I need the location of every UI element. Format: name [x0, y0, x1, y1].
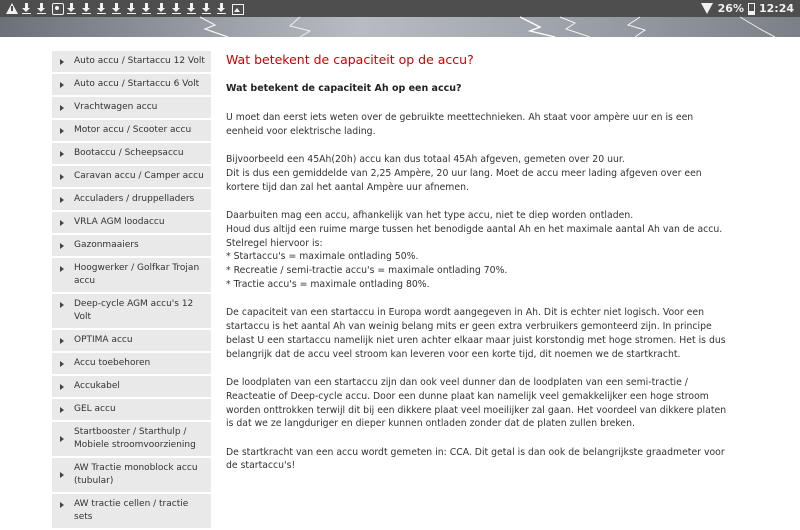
notification-icons: [5, 2, 245, 15]
download-icon: [110, 2, 125, 15]
download-icon: [125, 2, 140, 15]
download-icon: [215, 2, 230, 15]
download-icon: [35, 2, 50, 15]
battery-icon: [748, 3, 755, 15]
chevron-right-icon: [60, 82, 64, 88]
sidebar-item-optima[interactable]: OPTIMA accu: [52, 330, 211, 353]
article-subtitle: Wat betekent de capaciteit Ah op een accu?: [226, 83, 462, 94]
gallery-icon: [230, 2, 245, 15]
chevron-right-icon: [60, 243, 64, 249]
paragraph: De loodplaten van een startaccu zijn dan ook veel dunner dan de loodplaten van een semi-tractie / Reacteatie of Deep-cycle accu. Door een dunne plaat kan namelijk veel gemakkelijker een hoge stroom worden onttrokken terwijl dit bij een dikkere plaat veel moeilijker zal gaan. Het voordeel van dikkere platen is dat we ze langduriger en dieper kunnen ontladen zonder dat de platen zullen breken.: [226, 376, 727, 430]
sidebar-item-caravan-accu[interactable]: Caravan accu / Camper accu: [52, 166, 211, 189]
sidebar-item-vrachtwagen-accu[interactable]: Vrachtwagen accu: [52, 97, 211, 120]
chevron-right-icon: [60, 220, 64, 226]
sidebar-item-startbooster[interactable]: Startbooster / Starthulp / Mobiele stroomvoorziening: [52, 422, 211, 458]
status-bar: [0, 0, 800, 17]
lightning-banner-image: [0, 17, 800, 37]
paragraph: Bijvoorbeeld een 45Ah(20h) accu kan dus totaal 45Ah afgeven, gemeten over 20 uur. Dit is dus een gemiddelde van 2,25 Ampère, 20 uur lang. Moet de accu meer lading afgeven over een kortere tijd dan zal het aantal Ampère uur afnemen.: [226, 154, 702, 193]
download-icon: [140, 2, 155, 15]
download-icon: [80, 2, 95, 15]
sidebar-item-auto-accu-12v[interactable]: Auto accu / Startaccu 12 Volt: [52, 51, 211, 74]
chevron-right-icon: [60, 472, 64, 478]
chevron-right-icon: [60, 384, 64, 390]
sidebar-item-hoogwerker[interactable]: Hoogwerker / Golfkar Trojan accu: [52, 258, 211, 294]
sidebar-item-acculaders[interactable]: Acculaders / druppelladers: [52, 189, 211, 212]
download-icon: [200, 2, 215, 15]
sidebar-item-aw-tractie-cellen[interactable]: AW tractie cellen / tractie sets: [52, 494, 211, 530]
chevron-right-icon: [60, 502, 64, 508]
chevron-right-icon: [60, 197, 64, 203]
download-icon: [65, 2, 80, 15]
sidebar-item-accu-toebehoren[interactable]: Accu toebehoren: [52, 353, 211, 376]
clock: 12:24: [758, 2, 794, 15]
header-banner: [0, 17, 800, 37]
sidebar-item-bootaccu[interactable]: Bootaccu / Scheepsaccu: [52, 143, 211, 166]
chevron-right-icon: [60, 361, 64, 367]
chevron-right-icon: [60, 128, 64, 134]
sidebar-item-vrla-agm[interactable]: VRLA AGM loodaccu: [52, 212, 211, 235]
paragraph: U moet dan eerst iets weten over de gebruikte meettechnieken. Ah staat voor ampère uur en is een eenheid voor elektrische lading.: [226, 112, 694, 137]
page-title: Wat betekent de capaciteit op de accu?: [226, 52, 474, 67]
chevron-right-icon: [60, 436, 64, 442]
battery-percent: 26%: [717, 2, 744, 15]
chevron-right-icon: [60, 151, 64, 157]
image-icon: [50, 2, 65, 15]
status-right: [701, 0, 794, 17]
download-icon: [155, 2, 170, 15]
sidebar-item-deep-cycle-agm[interactable]: Deep-cycle AGM accu's 12 Volt: [52, 294, 211, 330]
chevron-right-icon: [60, 105, 64, 111]
chevron-right-icon: [60, 266, 64, 272]
chevron-right-icon: [60, 407, 64, 413]
sidebar-item-aw-tractie-monoblock[interactable]: AW Tractie monoblock accu (tubular): [52, 458, 211, 494]
sidebar-item-accukabel[interactable]: Accukabel: [52, 376, 211, 399]
download-icon: [185, 2, 200, 15]
sidebar-item-gazonmaaiers[interactable]: Gazonmaaiers: [52, 235, 211, 258]
chevron-right-icon: [60, 338, 64, 344]
chevron-right-icon: [60, 302, 64, 308]
warning-icon: [5, 2, 20, 15]
download-icon: [170, 2, 185, 15]
paragraph: De startkracht van een accu wordt gemeten in: CCA. Dit getal is dan ook de belangrijkste graadmeter voor de startaccu's!: [226, 446, 725, 472]
sidebar-category-menu: [52, 51, 211, 530]
chevron-right-icon: [60, 174, 64, 180]
article-content: [226, 52, 730, 488]
sidebar-item-auto-accu-6v[interactable]: Auto accu / Startaccu 6 Volt: [52, 74, 211, 97]
paragraph: Daarbuiten mag een accu, afhankelijk van het type accu, niet te diep worden ontladen. Houd dus altijd een ruime marge tussen het benodigde aantal Ah en het maximale aantal Ah van de accu. Stelregel hiervoor is: * Startaccu's = maximale ontlading 50%. * Recreatie / semi-tractie accu's = maximale ontlading 70%. * Tractie accu's = maximale ontlading 80%.: [226, 209, 723, 290]
wifi-icon: [701, 3, 714, 14]
paragraph: De capaciteit van een startaccu in Europa wordt aangegeven in Ah. Dit is echter niet logisch. Voor een startaccu is het aantal Ah van weinig belang mits er geen extra verbruikers gemonteerd zijn. In principe belast U een startaccu namelijk niet uren achter elkaar maar juist korstondig met hoge stromen. Het is dus belangrijk dat de accu veel stroom kan leveren voor een korte tijd, dit noemen we de startkracht.: [226, 307, 726, 360]
sidebar-item-gel-accu[interactable]: GEL accu: [52, 399, 211, 422]
chevron-right-icon: [60, 59, 64, 65]
download-icon: [20, 2, 35, 15]
sidebar-item-motor-accu[interactable]: Motor accu / Scooter accu: [52, 120, 211, 143]
download-icon: [95, 2, 110, 15]
